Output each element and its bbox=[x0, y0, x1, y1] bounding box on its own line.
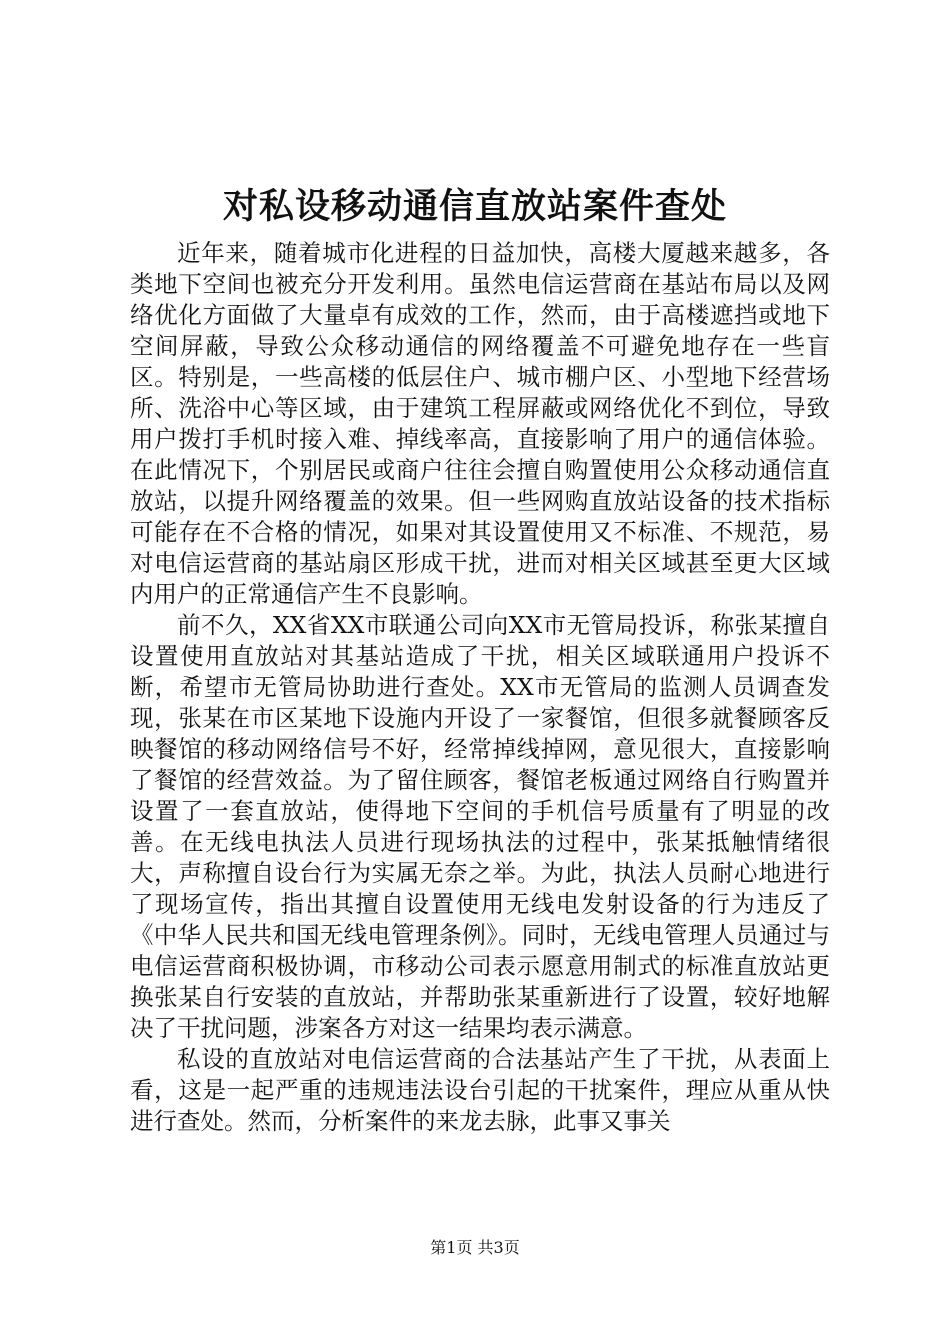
paragraph: 前不久，XX省XX市联通公司向XX市无管局投诉，称张某擅自设置使用直放站对其基站造成了干扰，相关区域联通用户投诉不断，希望市无管局协助进行查处。XX市无管局的监测人员调查发现，张某在市区某地下设施内开设了一家餐馆，但很多就餐顾客反映餐馆的移动网络信号不好，经常掉线掉网，意见很大，直接影响了餐馆的经营效益。为了留住顾客，餐馆老板通过网络自行购置并设置了一套直放站，使得地下空间的手机信号质量有了明显的改善。在无线电执法人员进行现场执法的过程中，张某抵触情绪很大，声称擅自设台行为实属无奈之举。为此，执法人员耐心地进行了现场宣传，指出其擅自设置使用无线电发射设备的行为违反了《中华人民共和国无线电管理条例》。同时，无线电管理人员通过与电信运营商积极协调，市移动公司表示愿意用制式的标准直放站更换张某自行安装的直放站，并帮助张某重新进行了设置，较好地解决了干扰问题，涉案各方对这一结果均表示满意。 bbox=[130, 611, 830, 1042]
document-body bbox=[130, 238, 830, 1137]
document-title: 对私设移动通信直放站案件查处 bbox=[222, 186, 727, 227]
page-footer: 第1页 共3页 bbox=[430, 1238, 520, 1257]
paragraph: 近年来，随着城市化进程的日益加快，高楼大厦越来越多，各类地下空间也被充分开发利用。虽然电信运营商在基站布局以及网络优化方面做了大量卓有成效的工作，然而，由于高楼遮挡或地下空间屏蔽，导致公众移动通信的网络覆盖不可避免地存在一些盲区。特别是，一些高楼的低层住户、城市棚户区、小型地下经营场所、洗浴中心等区域，由于建筑工程屏蔽或网络优化不到位，导致用户拨打手机时接入难、掉线率高，直接影响了用户的通信体验。在此情况下，个别居民或商户往往会擅自购置使用公众移动通信直放站，以提升网络覆盖的效果。但一些网购直放站设备的技术指标可能存在不合格的情况，如果对其设置使用又不标准、不规范，易对电信运营商的基站扇区形成干扰，进而对相关区域甚至更大区域内用户的正常通信产生不良影响。 bbox=[130, 239, 830, 608]
paragraph: 私设的直放站对电信运营商的合法基站产生了干扰，从表面上看，这是一起严重的违规违法设台引起的干扰案件，理应从重从快进行查处。然而，分析案件的来龙去脉，此事又事关 bbox=[130, 1045, 830, 1135]
